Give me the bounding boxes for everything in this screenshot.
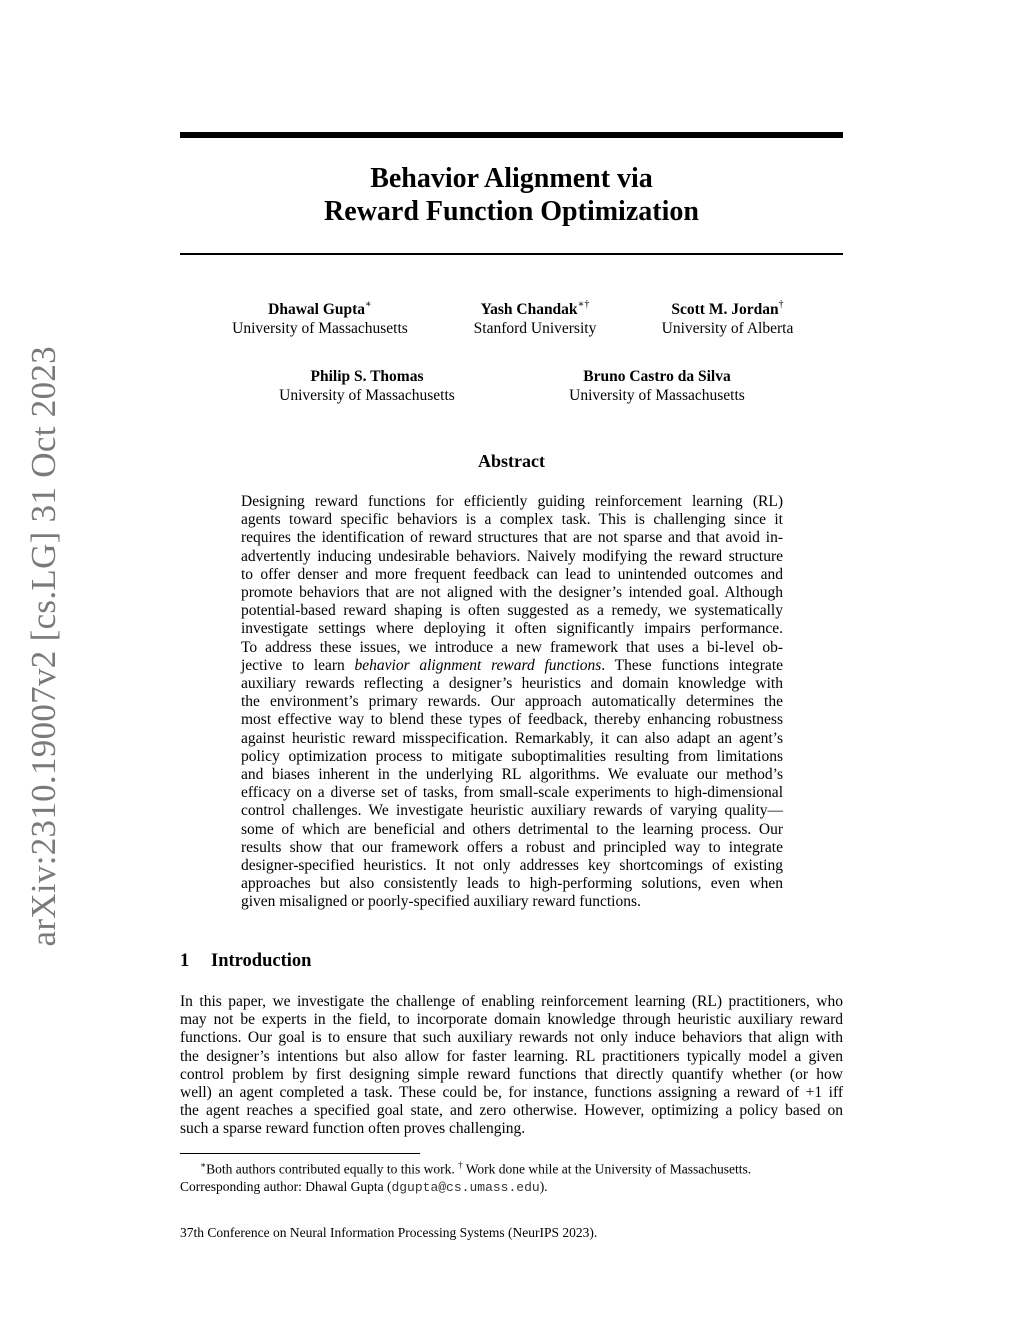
abstract-line: results show that our framework offers a robust and principled way to integrate — [241, 838, 783, 856]
title-rule-bottom — [180, 253, 843, 255]
abstract-line: policy optimization process to mitigate suboptimalities resulting from limitations — [241, 747, 783, 765]
author-affiliation: University of Massachusetts — [279, 387, 455, 404]
footnote-text: ). — [539, 1178, 548, 1194]
abstract-line: approaches but also consistently leads to high-performing solutions, even when — [241, 875, 783, 893]
abstract-body — [241, 493, 783, 912]
abstract-line: designer-specified heuristics. It not only addresses key shortcomings of existing — [241, 857, 783, 875]
author-name: Scott M. Jordan — [671, 301, 779, 318]
author-block — [651, 300, 804, 338]
title-line-2: Reward Function Optimization — [324, 196, 699, 227]
footnote-line — [180, 1157, 843, 1178]
abstract-line: auxiliary rewards reflecting a designer’s heuristics and domain knowledge with — [241, 675, 783, 693]
intro-line: well) an agent completed a task. These could be, for instance, functions assigning a reward of +1 iff — [180, 1084, 843, 1102]
abstract-line: advertently inducing undesirable behaviors. Naively modifying the reward structure — [241, 547, 783, 565]
author-affiliation: University of Alberta — [661, 320, 794, 337]
author-mark: ∗† — [577, 298, 590, 310]
intro-line: the agent reaches a specified goal state, and zero otherwise. However, optimizing a policy based on — [180, 1102, 843, 1120]
abstract-line: requires the identification of reward structures that are not sparse and that avoid in- — [241, 529, 783, 547]
abstract-line: to offer denser and more frequent feedback can lead to unintended outcomes and — [241, 565, 783, 583]
abstract-line: investigate settings where deploying it often significantly impairs performance. — [241, 620, 783, 638]
footnote-line — [180, 1178, 843, 1196]
author-block — [224, 300, 416, 338]
intro-line: such a sparse reward function often proves challenging. — [180, 1120, 526, 1138]
footnote-text: Corresponding author: Dhawal Gupta ( — [180, 1178, 392, 1194]
author-affiliation: University of Massachusetts — [569, 387, 745, 404]
arxiv-id: arXiv:2310.19007v2 [cs.LG] 31 Oct 2023 — [24, 345, 63, 947]
intro-line: control problem by first designing simple reward functions that directly quantify whether (or how — [180, 1065, 843, 1083]
section-title: Introduction — [211, 951, 312, 971]
abstract-line: promote behaviors that are not aligned with the designer’s intended goal. Although — [241, 584, 783, 602]
title-line-1: Behavior Alignment via — [370, 163, 653, 194]
abstract-line: potential-based reward shaping is often suggested as a remedy, we systematically — [241, 602, 783, 620]
title-rule-top — [180, 132, 843, 138]
footnote-text: Both authors contributed equally to this work. — [206, 1161, 455, 1177]
author-block — [268, 367, 466, 405]
author-affiliation: University of Massachusetts — [232, 320, 408, 337]
footnote-mark: ∗ — [200, 1160, 207, 1170]
abstract-text: . These functions integrate — [601, 656, 783, 674]
abstract-text: jective to learn — [241, 656, 355, 674]
intro-line: functions. Our goal is to ensure that such auxiliary rewards not only induce behaviors that align with — [180, 1029, 843, 1047]
intro-line: In this paper, we investigate the challenge of enabling reinforcement learning (RL) practitioners, who — [180, 993, 843, 1010]
footnote-text: Work done while at the University of Massachusetts. — [465, 1161, 752, 1177]
footnote-mark: † — [458, 1160, 463, 1170]
intro-line: may not be experts in the field, to incorporate domain knowledge through heuristic auxiliary reward — [180, 1011, 843, 1029]
author-mark: † — [778, 298, 784, 310]
abstract-line: most effective way to blend these types of feedback, thereby enhancing robustness — [241, 711, 783, 729]
footnote — [180, 1157, 843, 1196]
author-affiliation: Stanford University — [473, 320, 597, 337]
intro-line: the designer’s intentions but also allow for faster learning. RL practitioners typically model a given — [180, 1047, 843, 1065]
abstract-line: efficacy on a diverse set of tasks, from small-scale experiments to high-dimensional — [241, 784, 783, 802]
author-name: Dhawal Gupta — [268, 301, 366, 318]
author-block — [558, 367, 756, 405]
arxiv-stamp — [14, 345, 74, 947]
author-name: Yash Chandak — [480, 301, 578, 318]
abstract-heading: Abstract — [478, 451, 545, 471]
author-block — [455, 300, 615, 338]
section-number: 1 — [180, 951, 190, 971]
abstract-line: some of which are beneficial and others detrimental to the learning process. Our — [241, 820, 783, 838]
paper-title — [180, 162, 843, 228]
abstract-line: To address these issues, we introduce a new framework that uses a bi-level ob- — [241, 638, 783, 656]
footnote-rule — [180, 1153, 420, 1154]
abstract-line: control challenges. We investigate heuristic auxiliary rewards of varying quality— — [241, 802, 783, 820]
abstract-line: Designing reward functions for efficiently guiding reinforcement learning (RL) — [241, 493, 783, 510]
abstract-line: the environment’s primary rewards. Our approach automatically determines the — [241, 693, 783, 711]
abstract-line: agents toward specific behaviors is a complex task. This is challenging since it — [241, 511, 783, 529]
author-email[interactable]: dgupta@cs.umass.edu — [391, 1179, 540, 1195]
author-name: Bruno Castro da Silva — [583, 368, 731, 385]
conference-note: 37th Conference on Neural Information Processing Systems (NeurIPS 2023). — [180, 1225, 598, 1240]
abstract-emphasis: behavior alignment reward functions — [354, 656, 602, 674]
author-name: Philip S. Thomas — [310, 368, 424, 385]
abstract-line — [241, 657, 783, 675]
author-mark: ∗ — [365, 298, 372, 310]
abstract-line: given misaligned or poorly-specified auxiliary reward functions. — [241, 893, 641, 911]
abstract-line: against heuristic reward misspecification. Remarkably, it can also adapt an agent’s — [241, 729, 783, 747]
intro-paragraph — [180, 993, 843, 1139]
abstract-line: and biases inherent in the underlying RL algorithms. We evaluate our method’s — [241, 766, 783, 784]
section-heading — [180, 951, 311, 972]
